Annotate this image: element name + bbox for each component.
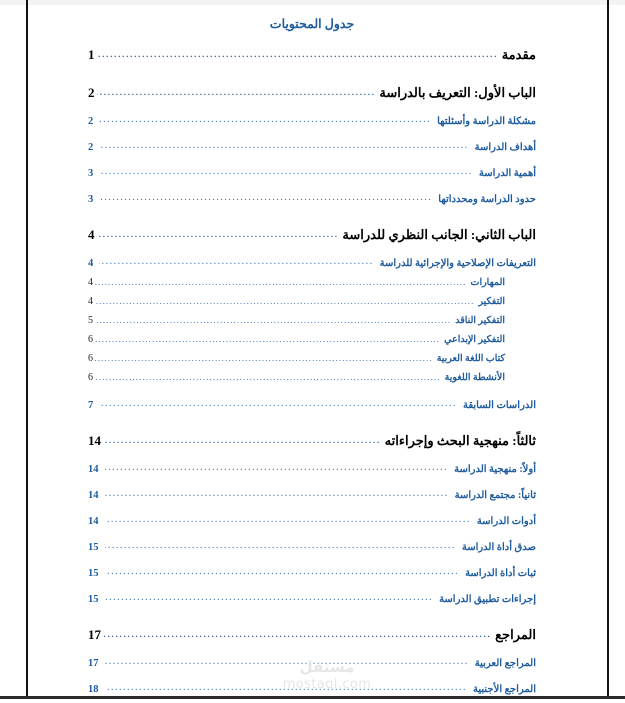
toc-dot-leader (103, 433, 381, 449)
toc-entry-level2[interactable] (88, 101, 536, 127)
toc-entry-page-number: 7 (88, 400, 94, 411)
page-outer-margin (0, 5, 26, 696)
toc-entry-level3[interactable] (88, 269, 505, 288)
toc-entry-title: الأنشطة اللغوية (444, 373, 505, 383)
toc-entry-title: المراجع الأجنبية (473, 684, 536, 695)
toc-dot-leader (99, 189, 432, 205)
toc-entry-level2[interactable] (88, 643, 536, 669)
toc-entry-level3[interactable] (88, 345, 505, 364)
toc-entry-page-number: 2 (88, 116, 94, 127)
toc-entry-page-number: 4 (88, 296, 93, 307)
table-of-contents (88, 0, 536, 697)
toc-entry-level1[interactable] (88, 612, 536, 643)
toc-entry-title: الباب الثاني: الجانب النظري للدراسة (342, 227, 536, 242)
toc-entry-page-number: 15 (88, 542, 99, 553)
watermark-latin-text: mostaql.com (282, 677, 372, 692)
toc-entry-level2[interactable] (88, 179, 536, 205)
watermark-arabic-text: مستقل (299, 658, 355, 676)
toc-entry-page-number: 4 (88, 277, 93, 288)
toc-dot-leader (99, 111, 431, 127)
page-below-bottom (0, 699, 625, 703)
toc-entry-title: المراجع (495, 627, 536, 642)
toc-entry-level1[interactable] (88, 212, 536, 243)
toc-entry-page-number: 15 (88, 568, 99, 579)
toc-dot-leader (105, 653, 469, 669)
toc-dot-leader (97, 47, 498, 63)
toc-entry-title: مقدمة (501, 47, 536, 62)
toc-entry-level2[interactable] (88, 243, 536, 269)
toc-entry-level2[interactable] (88, 475, 536, 501)
toc-dot-leader (105, 459, 449, 475)
toc-entry-title: ثبات أداة الدراسة (465, 568, 536, 579)
toc-entry-title: التعريفات الإصلاحية والإجرائية للدراسة (379, 258, 536, 269)
toc-entry-page-number: 15 (88, 594, 99, 605)
toc-entry-title: التفكير الإبداعي (444, 335, 505, 345)
toc-entry-page-number: 14 (88, 516, 99, 527)
toc-dot-leader (95, 291, 474, 307)
toc-dot-leader (95, 348, 433, 364)
toc-entry-title: أهمية الدراسة (478, 168, 536, 179)
toc-entry-title: الباب الأول: التعريف بالدراسة (379, 85, 536, 100)
toc-entry-title: كتاب اللغة العربية (436, 354, 505, 364)
toc-entry-page-number: 18 (88, 684, 99, 695)
toc-entry-level1[interactable] (88, 418, 536, 449)
page-border-left (26, 0, 28, 697)
toc-entry-page-number: 6 (88, 353, 93, 364)
toc-entry-level2[interactable] (88, 579, 536, 605)
toc-dot-leader (95, 329, 440, 345)
toc-dot-leader (97, 227, 339, 243)
toc-entry-level1[interactable] (88, 32, 536, 63)
toc-dot-leader (99, 163, 473, 179)
toc-entry-level3[interactable] (88, 307, 505, 326)
toc-dot-leader (105, 679, 468, 695)
toc-dot-leader (95, 367, 441, 383)
toc-entry-title: ثانياً: مجتمع الدراسة (454, 490, 536, 501)
toc-entry-page-number: 4 (88, 227, 95, 242)
toc-dot-leader (105, 563, 460, 579)
toc-entry-page-number: 3 (88, 194, 94, 205)
toc-entry-title: إجراءات تطبيق الدراسة (439, 594, 536, 605)
toc-entry-title: حدود الدراسة ومحدداتها (438, 194, 536, 205)
toc-entry-title: مشكلة الدراسة وأسئلتها (437, 116, 536, 127)
toc-entry-level2[interactable] (88, 449, 536, 475)
toc-entry-page-number: 14 (88, 490, 99, 501)
toc-entry-page-number: 3 (88, 168, 94, 179)
toc-entry-level2[interactable] (88, 385, 536, 411)
toc-entry-level3[interactable] (88, 326, 505, 345)
toc-entry-page-number: 17 (88, 658, 99, 669)
toc-entry-level2[interactable] (88, 501, 536, 527)
toc-entry-level2[interactable] (88, 553, 536, 579)
page-border-right (607, 0, 609, 697)
toc-dot-leader (95, 272, 467, 288)
toc-entry-page-number: 2 (88, 142, 94, 153)
toc-dot-leader (95, 310, 451, 326)
toc-dot-leader (97, 85, 376, 101)
toc-entry-level2[interactable] (88, 669, 536, 695)
toc-dot-leader (103, 627, 491, 643)
toc-entry-level2[interactable] (88, 527, 536, 553)
toc-entry-level1[interactable] (88, 70, 536, 101)
toc-dot-leader (105, 589, 434, 605)
toc-dot-leader (99, 253, 373, 269)
toc-dot-leader (105, 511, 471, 527)
toc-dot-leader (105, 537, 456, 553)
toc-entry-title: المراجع العربية (474, 658, 536, 669)
toc-entry-list (88, 32, 536, 695)
toc-dot-leader (99, 137, 468, 153)
toc-entry-title: أهداف الدراسة (474, 142, 536, 153)
toc-entry-title: المهارات (470, 278, 505, 288)
toc-entry-level2[interactable] (88, 153, 536, 179)
toc-entry-page-number: 17 (88, 627, 101, 642)
toc-entry-page-number: 2 (88, 85, 95, 100)
toc-entry-page-number: 1 (88, 47, 95, 62)
toc-entry-page-number: 6 (88, 372, 93, 383)
toc-entry-level2[interactable] (88, 127, 536, 153)
toc-entry-title: صدق أداة الدراسة (461, 542, 536, 553)
toc-entry-level3[interactable] (88, 288, 505, 307)
toc-entry-page-number: 4 (88, 258, 94, 269)
toc-entry-title: أولاً: منهجية الدراسة (454, 464, 536, 475)
toc-entry-title: التفكير (478, 297, 505, 307)
toc-dot-leader (105, 485, 449, 501)
toc-dot-leader (99, 395, 457, 411)
toc-entry-page-number: 14 (88, 464, 99, 475)
toc-entry-title: أدوات الدراسة (476, 516, 536, 527)
page-title: جدول المحتويات (269, 17, 355, 31)
toc-entry-page-number: 14 (88, 433, 101, 448)
toc-entry-page-number: 5 (88, 315, 93, 326)
toc-entry-level3[interactable] (88, 364, 505, 383)
toc-entry-title: التفكير الناقد (455, 316, 505, 326)
toc-entry-title: ثالثاً: منهجية البحث وإجراءاته (384, 433, 536, 448)
toc-entry-title: الدراسات السابقة (462, 400, 536, 411)
toc-entry-page-number: 6 (88, 334, 93, 345)
